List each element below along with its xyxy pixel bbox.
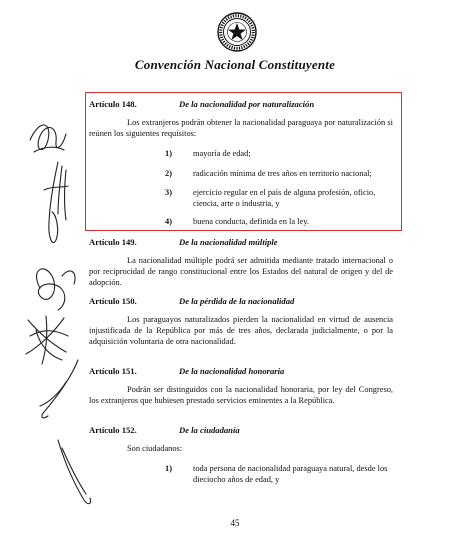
article-title: De la nacionalidad honoraria — [179, 366, 285, 376]
article-title: De la nacionalidad por naturalización — [179, 99, 315, 109]
article-title: De la nacionalidad múltiple — [179, 237, 278, 247]
article-number: Artículo 148. — [89, 99, 137, 109]
article-number: Artículo 152. — [89, 425, 137, 435]
article-149-paragraph: La nacionalidad múltiple podrá ser admitida mediante tratado internacional o por reciprocidad de rango constitucional entre los Estados del natural de origen y del de adopción. — [89, 256, 393, 287]
article-150-paragraph: Los paraguayos naturalizados pierden la nacionalidad en virtud de ausencia injustificada de la República por más de tres años, declarada judicialmente, o por la adquisición voluntaria de otra nacionalidad. — [89, 315, 393, 346]
handwritten-signatures — [0, 0, 110, 539]
article-151-paragraph: Podrán ser distinguidos con la nacionalidad honoraria, por ley del Congreso, los extranjeros que hubiesen prestado servicios eminentes a la República. — [89, 385, 393, 405]
item-text: buena conducta, definida en la ley. — [193, 217, 309, 226]
article-148-paragraph: Los extranjeros podrán obtener la nacionalidad paraguaya por naturalización si reúnen los siguientes requisitos: — [89, 118, 393, 138]
item-text: mayoría de edad; — [193, 149, 251, 158]
item-text: toda persona de nacionalidad paraguaya natural, desde los dieciocho años de edad, y — [193, 464, 388, 484]
highlight-box — [85, 92, 402, 231]
article-number: Artículo 151. — [89, 366, 137, 376]
document-header-title: Convención Nacional Constituyente — [134, 57, 336, 72]
article-title: De la ciudadanía — [179, 425, 240, 435]
item-number: 4) — [165, 217, 172, 226]
article-title: De la pérdida de la nacionalidad — [179, 296, 295, 306]
item-number: 2) — [165, 169, 172, 178]
item-text: radicación mínima de tres años en territorio nacional; — [193, 169, 372, 178]
item-number: 1) — [165, 464, 172, 473]
item-text: ejercicio regular en el país de alguna profesión, oficio, ciencia, arte o industria, y — [193, 188, 376, 208]
national-seal-icon — [217, 12, 257, 52]
article-152-paragraph: Son ciudadanos: — [127, 444, 183, 453]
article-number: Artículo 150. — [89, 296, 137, 306]
item-number: 1) — [165, 149, 172, 158]
article-number: Artículo 149. — [89, 237, 137, 247]
page-number: 45 — [230, 518, 240, 528]
item-number: 3) — [165, 188, 172, 197]
